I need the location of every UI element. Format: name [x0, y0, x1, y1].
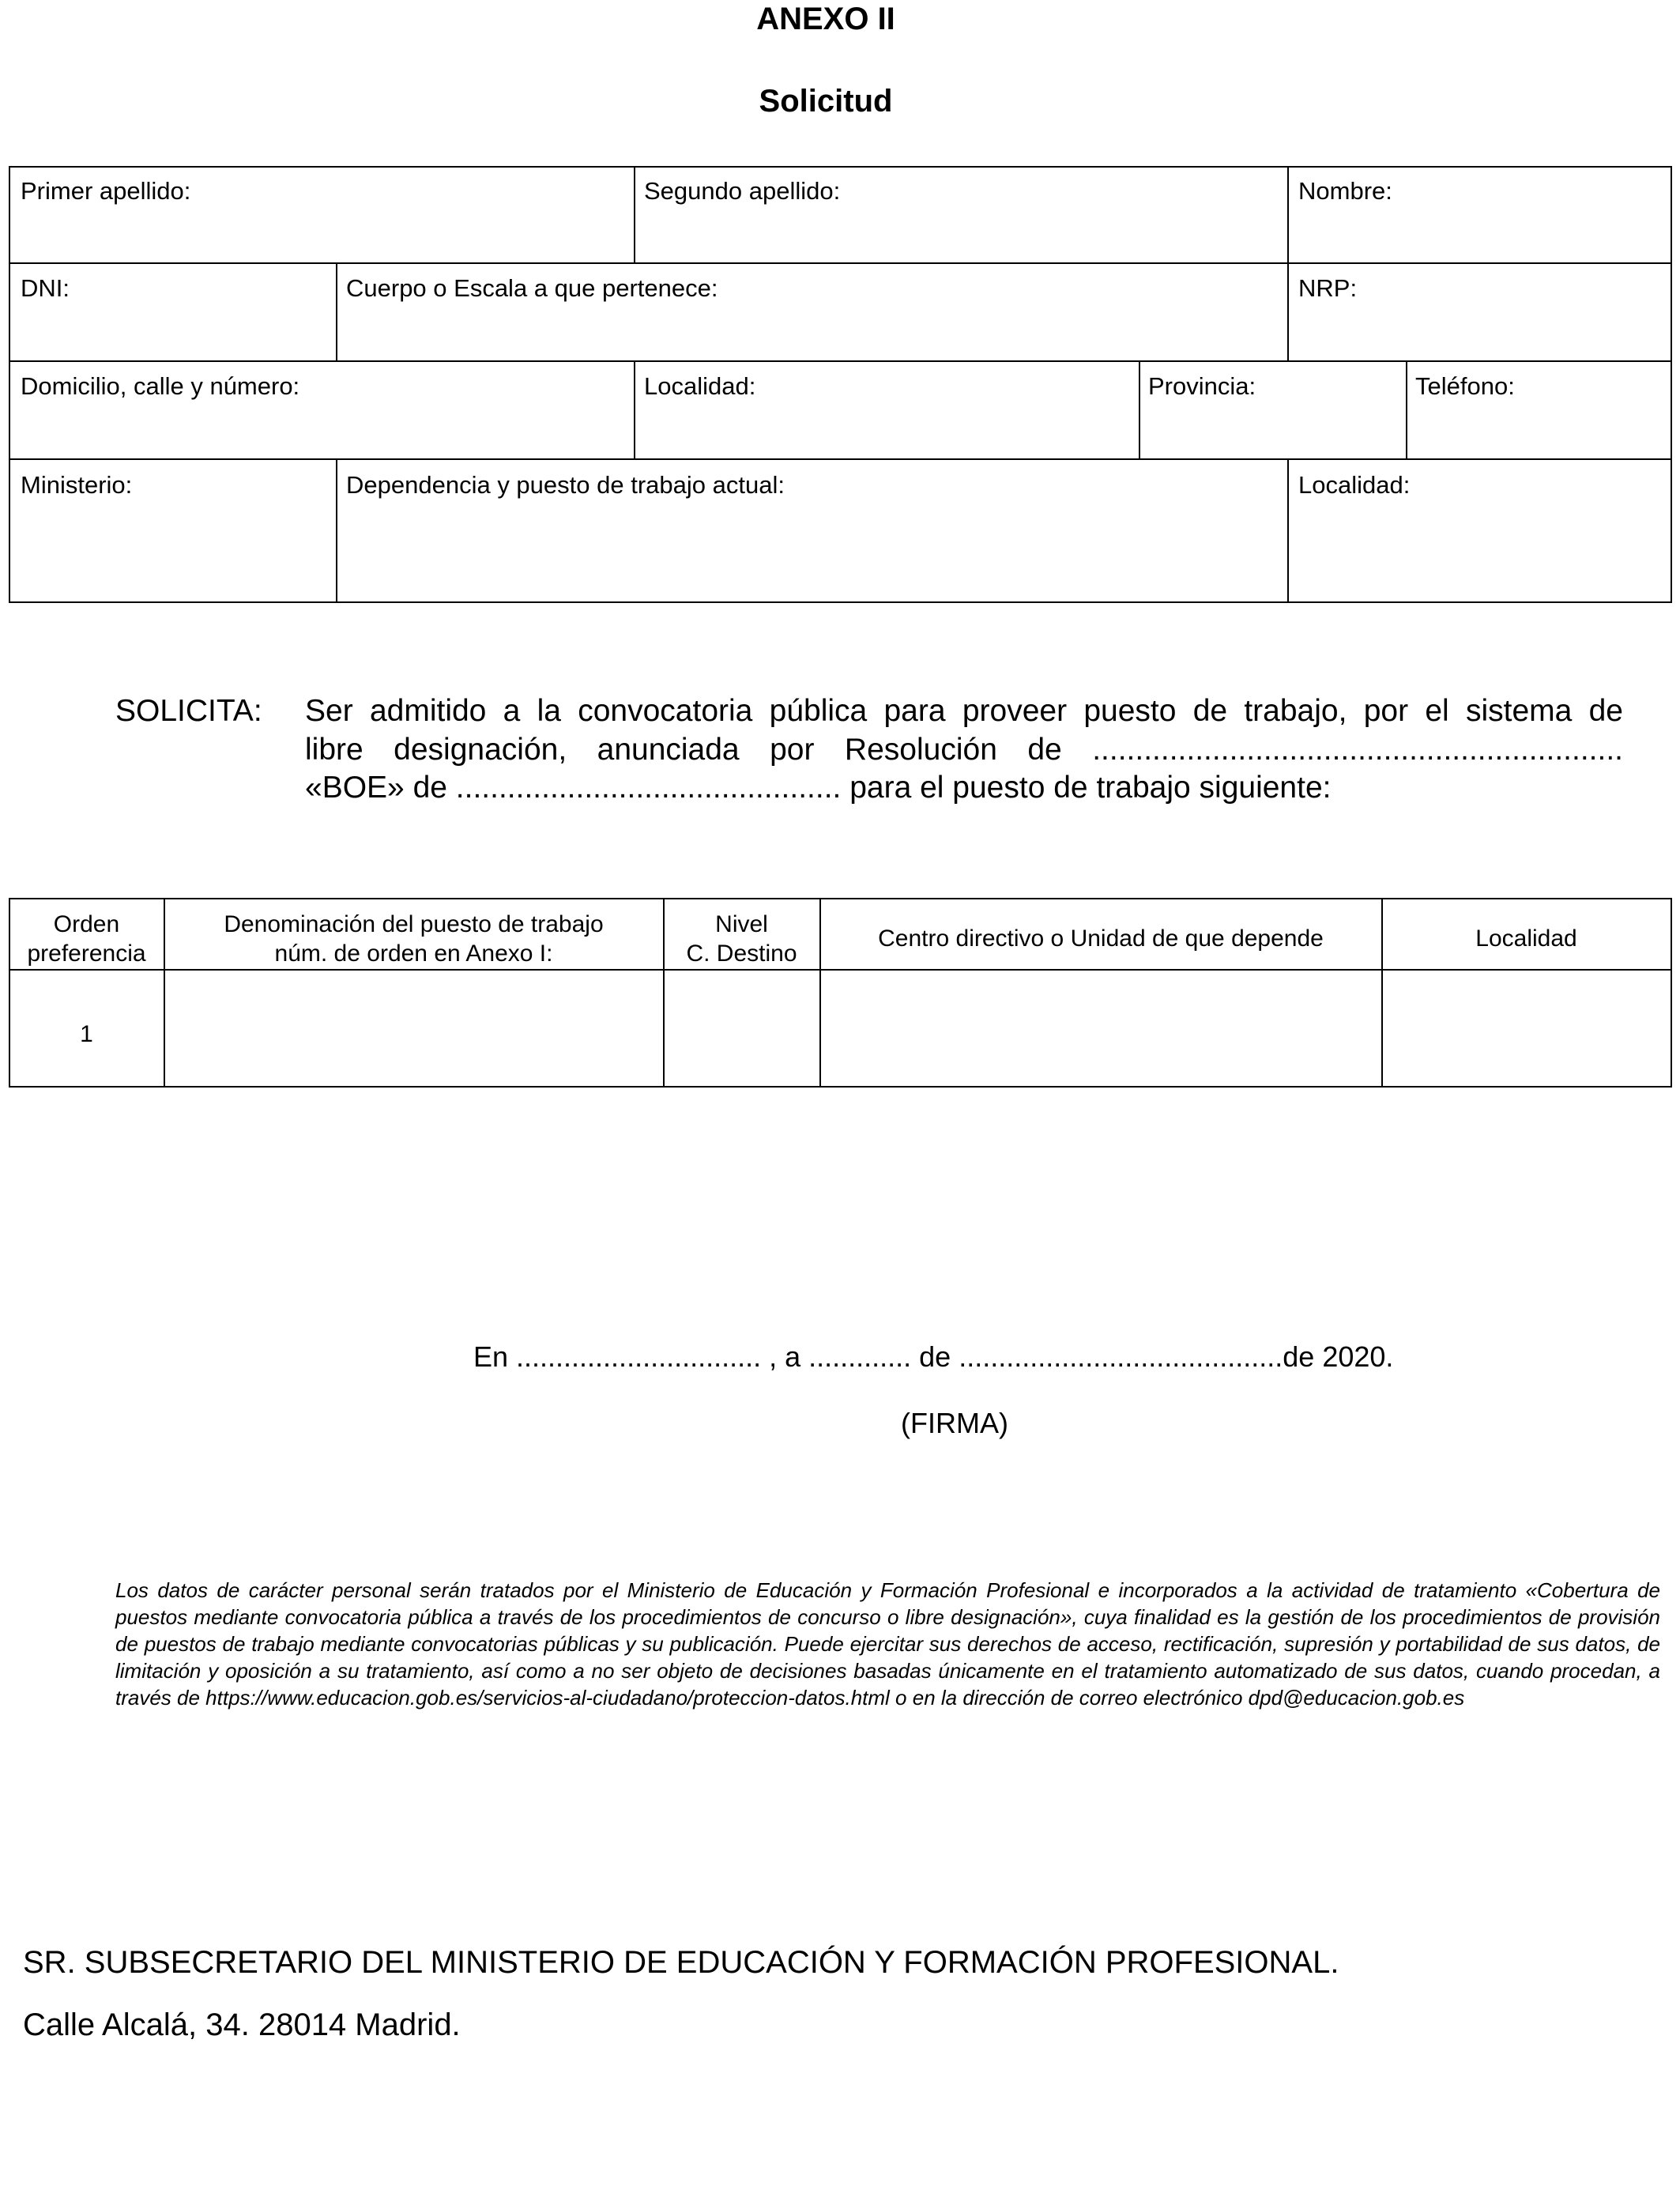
firma-label: (FIRMA) — [901, 1407, 1008, 1439]
header-destino-line: C. Destino — [686, 941, 797, 967]
addressee-address: Calle Alcalá, 34. 28014 Madrid. — [23, 2007, 461, 2042]
header-nivel-line: Nivel — [715, 911, 768, 937]
cuerpo-escala-field[interactable]: Cuerpo o Escala a que pertenece: — [346, 274, 718, 302]
solicita-label: SOLICITA: — [115, 694, 262, 728]
header-denominacion — [164, 910, 663, 968]
table-cell-localidad[interactable] — [1384, 972, 1669, 1084]
annex-title: ANEXO II — [756, 2, 895, 36]
dependencia-field[interactable]: Dependencia y puesto de trabajo actual: — [346, 471, 785, 499]
ministerio-field[interactable]: Ministerio: — [21, 471, 133, 499]
header-localidad — [1382, 924, 1671, 953]
place-date-line: En ............................... , a ............. de .........................................de 2020. — [473, 1340, 1394, 1373]
dni-field[interactable]: DNI: — [21, 274, 70, 302]
domicilio-field[interactable]: Domicilio, calle y número: — [21, 372, 300, 400]
document-subtitle: Solicitud — [759, 84, 893, 119]
table-cell-centro[interactable] — [822, 972, 1380, 1084]
table-cell-nivel[interactable] — [665, 972, 818, 1084]
localidad-trabajo-field[interactable]: Localidad: — [1298, 471, 1411, 499]
table-cell-denominacion[interactable] — [166, 972, 661, 1084]
header-centro-line: Centro directivo o Unidad de que depende — [878, 925, 1324, 952]
header-orden-preferencia — [9, 910, 164, 968]
nrp-field[interactable]: NRP: — [1298, 274, 1358, 302]
primer-apellido-field[interactable]: Primer apellido: — [21, 177, 191, 205]
solicita-line-1: Ser admitido a la convocatoria pública para proveer puesto de trabajo, por el sistema de — [305, 694, 1623, 728]
header-localidad-line: Localidad — [1475, 925, 1577, 952]
header-nivel — [664, 910, 819, 968]
addressee-title: SR. SUBSECRETARIO DEL MINISTERIO DE EDUCACIÓN Y FORMACIÓN PROFESIONAL. — [23, 1945, 1339, 1980]
solicita-line-2: libre designación, anunciada por Resolución de .............................................................. — [305, 733, 1623, 767]
solicita-line-3: «BOE» de ............................................. para el puesto de trabajo siguiente: — [305, 771, 1332, 805]
segundo-apellido-field[interactable]: Segundo apellido: — [644, 177, 841, 205]
nombre-field[interactable]: Nombre: — [1298, 177, 1392, 205]
header-orden-line: Orden — [53, 911, 120, 937]
header-num-orden-line: núm. de orden en Anexo I: — [274, 941, 553, 967]
header-preferencia-line: preferencia — [27, 941, 146, 967]
telefono-field[interactable]: Teléfono: — [1415, 372, 1515, 400]
localidad-domicilio-field[interactable]: Localidad: — [644, 372, 756, 400]
header-centro-directivo — [820, 924, 1381, 953]
header-denominacion-line: Denominación del puesto de trabajo — [224, 911, 604, 937]
provincia-field[interactable]: Provincia: — [1148, 372, 1256, 400]
table-cell-orden: 1 — [80, 1021, 93, 1047]
legal-notice: Los datos de carácter personal serán tratados por el Ministerio de Educación y Formación Profesional e incorporados a la actividad de tratamiento «Cobertura de puestos mediante convocatoria pública a través de los procedimientos de concurso o libre designación», cuya finalidad es la gestión de los procedimientos de provisión de puestos de trabajo mediante convocatorias públicas y su publicación. Puede ejercitar sus derechos de acceso, rectificación, supresión y portabilidad de sus datos, de limitación y oposición a su tratamiento, así como a no ser objeto de decisiones basadas únicamente en el tratamiento automatizado de sus datos, cuando procedan, a través de https://www.educacion.gob.es/servicios-al-ciudadano/proteccion-datos.html o en la dirección de correo electrónico dpd@educacion.gob.es — [115, 1578, 1660, 1710]
